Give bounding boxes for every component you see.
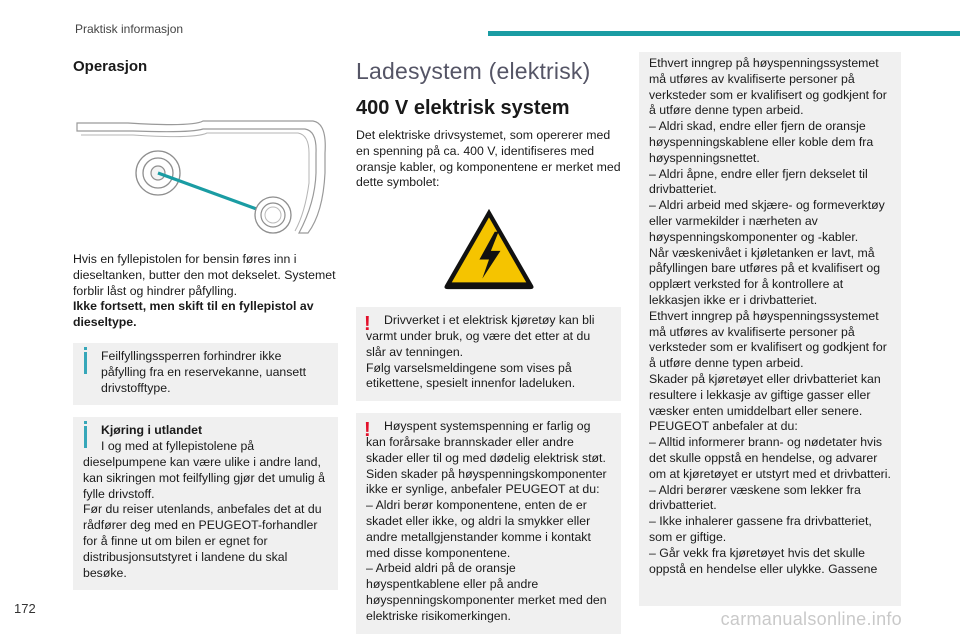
subheading-400v: 400 V elektrisk system <box>356 97 570 119</box>
warning-box-continued <box>639 52 901 606</box>
warning-box-text-lead: Drivverket i et elektrisk kjøretøy kan bli <box>384 313 595 328</box>
exclamation-icon: ! <box>364 419 371 442</box>
warning-box-text: Siden skader på høyspenningskomponenter ikke er synlige, anbefaler PEUGEOT at du: <box>366 466 607 497</box>
section-heading-charging: Ladesystem (elektrisk) <box>356 58 591 84</box>
warning-box-text: – Aldri berør komponentene, enten de er skadet eller ikke, og aldri la smykker eller andre metallgjenstander komme i kontakt med disse komponentene. <box>366 498 591 560</box>
warning-box-text: – Ikke inhalerer gassene fra drivbatteriet, som er giftige. <box>649 514 872 544</box>
warning-box-text: – Aldri berører væskene som lekker fra drivbatteriet. <box>649 482 861 513</box>
info-box-text: påfylling fra en reservekanne, uansett drivstofftype. <box>101 364 307 395</box>
warning-box-text: – Alltid informerer brann- og nødetater hvis det skulle oppstå en hendelse, og advarer om at kjøretøyet er utstyrt med et drivbatteri. <box>649 435 891 481</box>
warning-box-text: Skader på kjøretøyet eller drivbatteriet kan resultere i lekkasje av giftige gasser eller væsker enten umiddelbart eller senere. <box>649 371 881 418</box>
section-heading-operation: Operasjon <box>73 58 148 75</box>
warning-box-text-lead: Høyspent systemspenning er farlig og <box>384 419 591 434</box>
warning-box-text: – Aldri skad, endre eller fjern de oransje høyspenningskablene eller koble dem fra høyspenningsnettet. <box>649 119 874 165</box>
info-box-text-lead: Feilfyllingssperren forhindrer ikke <box>101 348 282 363</box>
info-box-text-lead: I og med at fyllepistolene på <box>101 439 255 454</box>
paragraph-intro: Det elektriske drivsystemet, som opererer med en spenning på ca. 400 V, identifiseres med oransje kabler, og komponentene er merket med dette symbolet: <box>356 128 621 190</box>
column-operation <box>73 58 338 590</box>
warning-box-text: Ethvert inngrep på høyspenningssystemet må utføres av kvalifiserte personer på verksteder som er kvalifisert og godkjent for å utføre denne typen arbeid. <box>649 308 887 371</box>
warning-box-text: Følg varselsmeldingene som vises på etikettene, spesielt innenfor ladeluken. <box>366 360 576 391</box>
info-icon <box>84 426 87 448</box>
column-safety-continued <box>639 52 901 606</box>
info-box-text: dieselpumpene kan være ulike i andre land, kan sikringen mot feilfylling gjør det umulig å fylle drivstoff. <box>83 454 325 501</box>
warning-box-text: – Går vekk fra kjøretøyet hvis det skulle oppstå en hendelse eller ulykke. Gassene <box>649 545 878 576</box>
paragraph-misfuel-bold: Ikke fortsett, men skift til en fyllepistol av dieseltype. <box>73 299 314 330</box>
header-accent-bar <box>488 31 960 36</box>
page-header-title: Praktisk informasjon <box>75 22 184 36</box>
column-charging <box>356 58 621 634</box>
watermark: carmanualsonline.info <box>720 609 902 629</box>
warning-box-text: Når væskenivået i kjøletanken er lavt, må påfyllingen bare utføres på et kvalifisert og opplært verksted for å kontrollere at lekkasjen ikke er i drivbatteriet. <box>649 245 881 307</box>
info-box-text: Før du reiser utenlands, anbefales det at du rådfører deg med en PEUGEOT-forhandler for å finne ut om bilen er egnet for distribusjonsutstyret i landene du skal besøke. <box>83 502 322 580</box>
info-box-abroad <box>73 417 338 590</box>
info-box-title: Kjøring i utlandet <box>101 423 203 438</box>
page-number: 172 <box>14 601 36 616</box>
warning-box-text: – Aldri åpne, endre eller fjern dekselet til drivbatteriet. <box>649 166 868 197</box>
paragraph-misfuel: Hvis en fyllepistolen for bensin føres inn i dieseltanken, butter den mot dekselet. Systemet forblir låst og hindrer påfylling. <box>73 252 336 298</box>
warning-box-text: PEUGEOT anbefaler at du: <box>649 419 798 434</box>
exclamation-icon: ! <box>364 313 371 336</box>
info-box-misfuel <box>73 343 338 405</box>
warning-box-heat <box>356 307 621 401</box>
warning-box-text: – Arbeid aldri på de oransje høyspentkablene eller på andre høyspenningskomponenter merket med den elektriske risikomerkingen. <box>366 561 607 623</box>
high-voltage-warning-icon <box>441 205 537 291</box>
warning-box-text: – Aldri arbeid med skjære- og formeverktøy eller varmekilder i nærheten av høyspenningskomponenter og -kabler. <box>649 198 885 244</box>
warning-box-text: Ethvert inngrep på høyspenningssystemet må utføres av kvalifiserte personer på verksteder som er kvalifisert og godkjent for å utføre denne typen arbeid. <box>649 56 887 118</box>
warning-box-text: kan forårsake brannskader eller andre skader eller til og med dødelig elektrisk støt. <box>366 434 606 465</box>
fuel-nozzle-illustration <box>73 93 328 238</box>
warning-box-high-voltage <box>356 413 621 633</box>
info-icon <box>84 352 87 374</box>
warning-box-text: varmt under bruk, og være det etter at du slår av tenningen. <box>366 328 591 359</box>
